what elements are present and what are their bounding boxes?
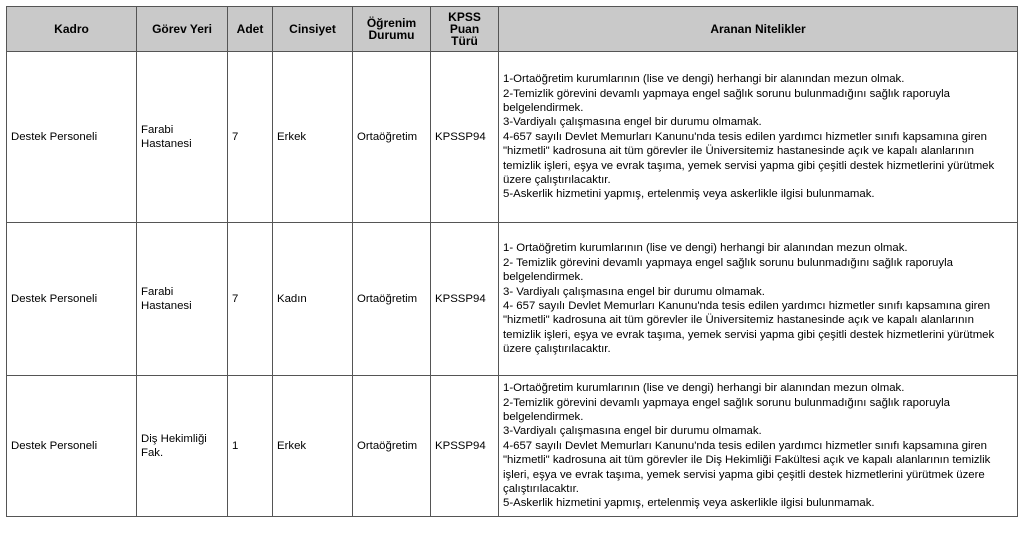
gorev-yeri-line2: Hastanesi [141,138,192,150]
gorev-yeri-line1: Diş Hekimliği [141,432,207,445]
cell-kadro: Destek Personeli [7,52,137,223]
header-ogrenim-durumu [353,7,431,52]
requirement-line: 2- Temizlik görevini devamlı yapmaya engel sağlık sorunu bulunmadığını sağlık raporuyla belgelendirmek. [503,256,953,284]
requirement-line: 3- Vardiyalı çalışmasına engel bir durumu olmamak. [503,285,765,298]
cell-ogrenim: Ortaöğretim [353,52,431,223]
gorev-yeri-line2: Fak. [141,447,164,459]
gorev-yeri-line1: Farabi [141,285,174,298]
header-kpss-line1: KPSS [448,10,481,24]
header-ogrenim-line1: Öğrenim [366,16,417,30]
header-aranan-nitelikler: Aranan Nitelikler [499,7,1018,52]
cell-gorev-yeri [137,376,228,517]
cell-gorev-yeri [137,223,228,376]
header-kadro: Kadro [7,7,137,52]
header-kpss-puan-turu [431,7,499,52]
cell-nitelikler [499,376,1018,517]
requirement-line: 1-Ortaöğretim kurumlarının (lise ve dengi) herhangi bir alanından mezun olmak. [503,73,905,86]
cell-kpss: KPSSP94 [431,223,499,376]
cell-nitelikler [499,223,1018,376]
gorev-yeri-line2: Hastanesi [141,300,192,312]
table-row [7,52,1018,223]
cell-adet: 7 [228,52,273,223]
cell-ogrenim: Ortaöğretim [353,223,431,376]
requirement-line: 1- Ortaöğretim kurumlarının (lise ve dengi) herhangi bir alanından mezun olmak. [503,242,908,255]
cell-adet: 1 [228,376,273,517]
gorev-yeri-line1: Farabi [141,123,174,136]
requirement-line: 4-657 sayılı Devlet Memurları Kanunu'nda tesis edilen yardımcı hizmetler sınıfı kapsamına giren "hizmetli" kadrosuna ait tüm görevler ile Diş Hekimliği Fakültesi açık ve kapalı alanlarının temizlik işleri, eşya ve evrak taşıma, yemek servisi yapma gibi çeşitli destek hizmetlerini yürütmek üzere çalıştırılacaktır. [503,439,991,496]
cell-kadro: Destek Personeli [7,376,137,517]
cell-kpss: KPSSP94 [431,52,499,223]
header-ogrenim-line2: Durumu [368,28,415,42]
cell-adet: 7 [228,223,273,376]
requirement-line: 3-Vardiyalı çalışmasına engel bir durumu olmamak. [503,116,762,129]
header-gorev-yeri: Görev Yeri [137,7,228,52]
header-adet: Adet [228,7,273,52]
cell-kadro: Destek Personeli [7,223,137,376]
table-row [7,376,1018,517]
requirement-line: 2-Temizlik görevini devamlı yapmaya engel sağlık sorunu bulunmadığını sağlık raporuyla belgelendirmek. [503,396,950,423]
requirement-line: 3-Vardiyalı çalışmasına engel bir durumu olmamak. [503,425,762,438]
requirement-line: 4-657 sayılı Devlet Memurları Kanunu'nda tesis edilen yardımcı hizmetler sınıfı kapsamına giren "hizmetli" kadrosuna ait tüm görevler ile Üniversitemiz hastanesinde açık ve kapalı alanlarının temizlik işleri, eşya ve evrak taşıma, yemek servisi yapma gibi çeşitli destek hizmetlerini yürütmek üzere çalıştırılacaktır. [503,130,995,187]
table-row [7,223,1018,376]
requirement-line: 4- 657 sayılı Devlet Memurları Kanunu'nda tesis edilen yardımcı hizmetler sınıfı kapsamına giren "hizmetli" kadrosuna ait tüm görevler ile Üniversitemiz hastanesinde açık ve kapalı alanlarının temizlik işleri, eşya ve evrak taşıma, yemek servisi yapma gibi çeşitli destek hizmetlerini yürütmek üzere çalıştırılacaktır. [503,300,995,356]
cell-kpss: KPSSP94 [431,376,499,517]
requirement-line: 1-Ortaöğretim kurumlarının (lise ve dengi) herhangi bir alanından mezun olmak. [503,382,905,395]
header-kpss-line3: Türü [451,34,478,48]
cell-gorev-yeri [137,52,228,223]
header-cinsiyet: Cinsiyet [273,7,353,52]
cell-nitelikler [499,52,1018,223]
requirement-line: 5-Askerlik hizmetini yapmış, ertelenmiş veya askerlikle ilgisi bulunmamak. [503,497,875,510]
header-row [7,7,1018,52]
requirement-line: 2-Temizlik görevini devamlı yapmaya engel sağlık sorunu bulunmadığını sağlık raporuyla belgelendirmek. [503,87,950,114]
cell-cinsiyet: Erkek [273,376,353,517]
header-kpss-line2: Puan [449,22,480,36]
cell-cinsiyet: Kadın [273,223,353,376]
cell-cinsiyet: Erkek [273,52,353,223]
cell-ogrenim: Ortaöğretim [353,376,431,517]
positions-table [6,6,1018,517]
requirement-line: 5-Askerlik hizmetini yapmış, ertelenmiş veya askerlikle ilgisi bulunmamak. [503,188,875,201]
